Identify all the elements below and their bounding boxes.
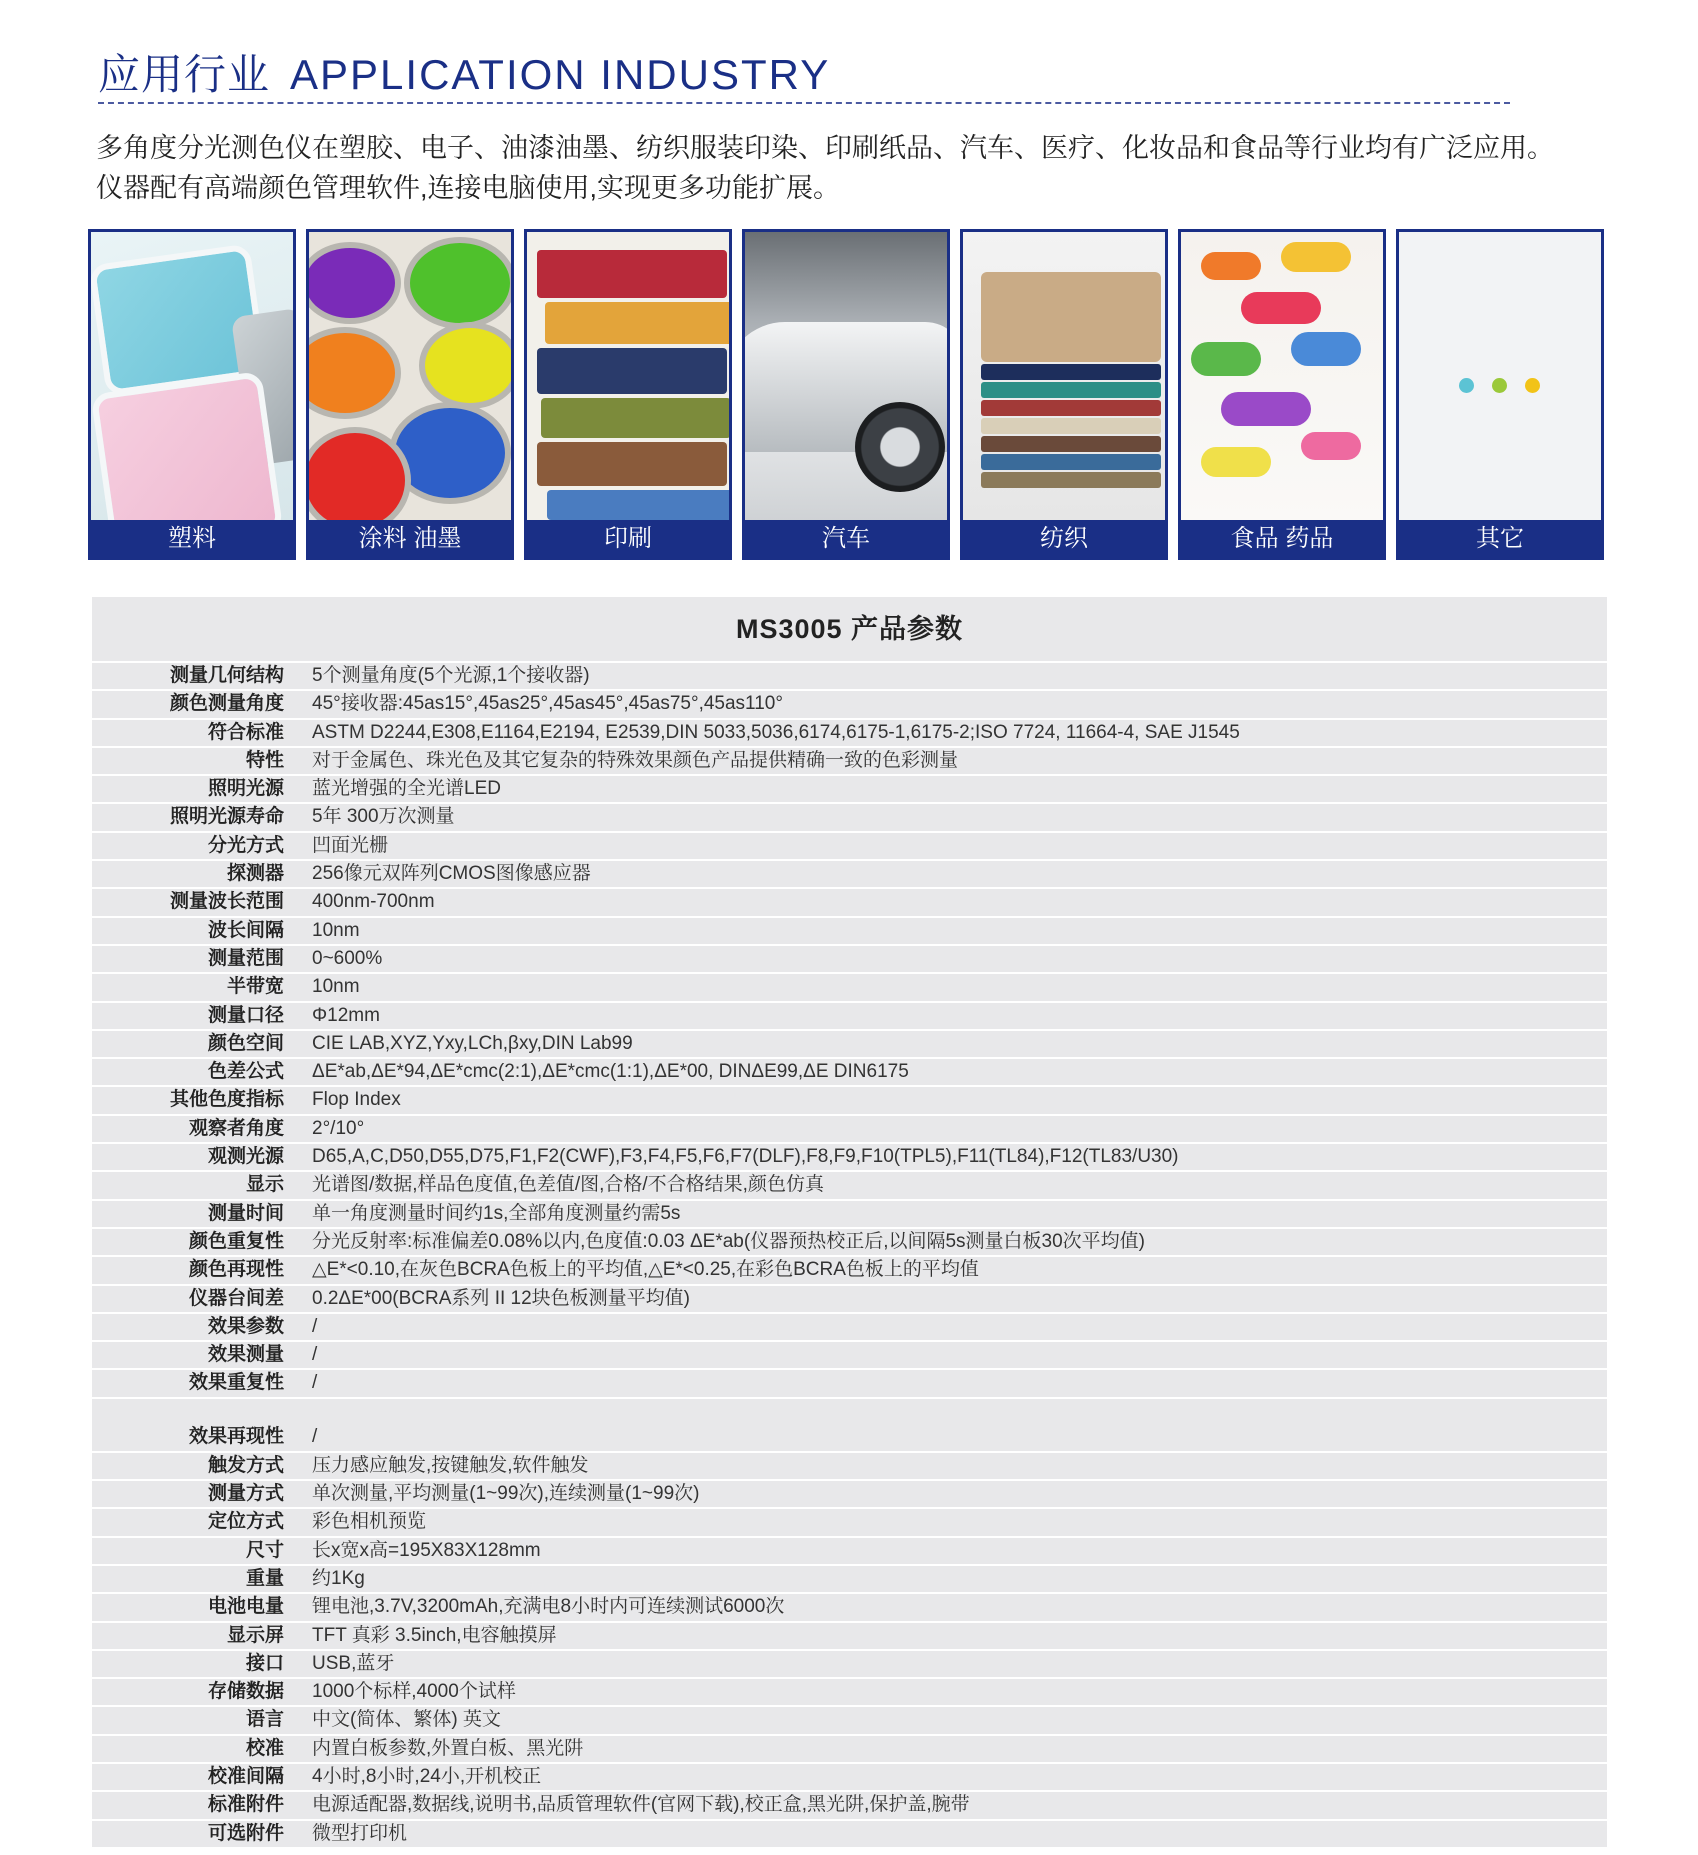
pills-image: [1181, 232, 1383, 520]
spec-key: 测量波长范围: [169, 891, 284, 913]
table-row: [92, 1819, 1607, 1847]
spec-key: 尺寸: [245, 1539, 284, 1561]
spec-value: /: [312, 1315, 318, 1337]
folded-fabric-image: [963, 232, 1165, 520]
spec-value: 4小时,8小时,24小,开机校正: [312, 1765, 542, 1787]
spec-key: 色差公式: [207, 1061, 284, 1083]
table-row: [92, 944, 1607, 972]
spec-value: 10nm: [312, 919, 360, 941]
spec-value: 45°接收器:45as15°,45as25°,45as45°,45as75°,45as110°: [312, 693, 783, 715]
spec-table-title: MS3005 产品参数: [735, 614, 964, 644]
table-row: [92, 1592, 1607, 1620]
industry-card-auto: [742, 229, 950, 560]
industry-label: 食品 药品: [1230, 525, 1334, 552]
spec-value: Φ12mm: [312, 1004, 380, 1026]
spec-value: 0.2ΔE*00(BCRA系列 II 12块色板测量平均值): [312, 1287, 690, 1309]
dots-icon: [1399, 232, 1601, 520]
industry-label: 其它: [1476, 525, 1524, 552]
intro-line-2: 仪器配有高端颜色管理软件,连接电脑使用,实现更多功能扩展。: [96, 173, 841, 203]
spec-value: 彩色相机预览: [312, 1511, 427, 1533]
table-row: [92, 746, 1607, 774]
spec-value: ΔE*ab,ΔE*94,ΔE*cmc(2:1),ΔE*cmc(1:1),ΔE*00, DINΔE99,ΔE DIN6175: [312, 1061, 909, 1083]
spec-key: 半带宽: [226, 976, 284, 998]
spec-value: 10nm: [312, 976, 360, 998]
table-row: [92, 718, 1607, 746]
table-row: [92, 831, 1607, 859]
spec-value: 5个测量角度(5个光源,1个接收器): [312, 665, 590, 686]
industry-card-printing: [524, 229, 732, 560]
spec-value: 256像元双阵列CMOS图像感应器: [312, 863, 591, 885]
spec-table-body: [92, 661, 1607, 1847]
spec-key: 测量范围: [207, 947, 284, 969]
spec-key: 效果重复性: [188, 1372, 284, 1394]
industry-label: 印刷: [604, 525, 652, 552]
spec-value: ASTM D2244,E308,E1164,E2194, E2539,DIN 5033,5036,6174,6175-1,6175-2;ISO 7724, 11664-4, SAE J1545: [312, 721, 1240, 743]
table-row: [92, 1340, 1607, 1368]
industry-card-paint: [306, 229, 514, 560]
page-title: [98, 42, 830, 102]
spec-value: 5年 300万次测量: [312, 806, 455, 828]
spec-table: [92, 597, 1607, 1847]
spec-value: 电源适配器,数据线,说明书,品质管理软件(官网下载),校正盒,黑光阱,保护盖,腕带: [312, 1794, 970, 1816]
spec-value: 单一角度测量时间约1s,全部角度测量约需5s: [312, 1202, 681, 1224]
intro-text: [96, 128, 1656, 208]
spec-key: 照明光源寿命: [169, 806, 284, 828]
spec-value: 凹面光栅: [312, 834, 389, 856]
spec-key: 测量方式: [207, 1483, 284, 1505]
table-row: [92, 1312, 1607, 1340]
spec-key: 符合标准: [207, 721, 284, 743]
table-row: [92, 1114, 1607, 1142]
table-row: [92, 1284, 1607, 1312]
spec-key: 测量时间: [207, 1202, 284, 1224]
spec-key: 照明光源: [207, 778, 284, 800]
spec-key: 波长间隔: [207, 919, 284, 941]
table-row: [92, 1507, 1607, 1535]
spec-value: 2°/10°: [312, 1117, 365, 1139]
table-row: [92, 1368, 1607, 1396]
spec-key: 颜色重复性: [188, 1230, 284, 1252]
table-row: [92, 1085, 1607, 1113]
table-row: [92, 1564, 1607, 1592]
spec-key: 标准附件: [207, 1794, 284, 1816]
table-row: [92, 1029, 1607, 1057]
spec-key: 测量几何结构: [169, 665, 284, 686]
table-row: [92, 1536, 1607, 1564]
table-row: [92, 689, 1607, 717]
spec-key: 特性: [245, 749, 284, 771]
spec-key: 探测器: [226, 863, 284, 885]
spec-value: 锂电池,3.7V,3200mAh,充满电8小时内可连续测试6000次: [312, 1596, 785, 1618]
spec-value: 1000个标样,4000个试样: [312, 1681, 516, 1703]
table-row: [92, 1621, 1607, 1649]
spec-value: D65,A,C,D50,D55,D75,F1,F2(CWF),F3,F4,F5,F6,F7(DLF),F8,F9,F10(TPL5),F11(TL84),F12(TL83/U30): [312, 1146, 1179, 1168]
spec-value: 蓝光增强的全光谱LED: [312, 778, 501, 800]
page-title-en: APPLICATION INDUSTRY: [290, 51, 831, 98]
spec-key: 颜色测量角度: [169, 693, 284, 715]
industry-card-textile: [960, 229, 1168, 560]
spec-key: 存储数据: [207, 1681, 284, 1703]
spec-key: 颜色空间: [207, 1032, 284, 1054]
table-row: [92, 1649, 1607, 1677]
table-row: [92, 1734, 1607, 1762]
table-row: [92, 1001, 1607, 1029]
spec-value: /: [312, 1372, 318, 1394]
spec-key: 效果参数: [207, 1315, 284, 1337]
table-row: [92, 1142, 1607, 1170]
plastic-phone-cases-image: [91, 232, 293, 520]
industry-cards: [88, 229, 1604, 560]
spec-key: 触发方式: [207, 1454, 284, 1476]
spec-key: 可选附件: [207, 1822, 284, 1844]
spec-value: CIE LAB,XYZ,Yxy,LCh,βxy,DIN Lab99: [312, 1032, 633, 1054]
table-row: [92, 661, 1607, 689]
spec-value: 压力感应触发,按键触发,软件触发: [312, 1454, 589, 1476]
spec-value: 400nm-700nm: [312, 891, 435, 913]
spec-value: △E*<0.10,在灰色BCRA色板上的平均值,△E*<0.25,在彩色BCRA色板上的平均值: [312, 1259, 979, 1281]
spec-value: 内置白板参数,外置白板、黑光阱: [312, 1737, 584, 1759]
table-row: [92, 916, 1607, 944]
spec-value: 分光反射率:标准偏差0.08%以内,色度值:0.03 ΔE*ab(仪器预热校正后,以间隔5s测量白板30次平均值): [312, 1230, 1145, 1252]
spec-value: 微型打印机: [312, 1822, 408, 1844]
table-row: [92, 1170, 1607, 1198]
table-row: [92, 1255, 1607, 1283]
spec-key: 仪器台间差: [188, 1287, 284, 1309]
spec-key: 重量: [245, 1567, 284, 1589]
intro-line-1: 多角度分光测色仪在塑胶、电子、油漆油墨、纺织服装印染、印刷纸品、汽车、医疗、化妆品和食品等行业均有广泛应用。: [96, 133, 1554, 163]
spec-key: 显示: [245, 1174, 284, 1196]
industry-label: 纺织: [1040, 525, 1088, 552]
spec-value: 长x宽x高=195X83X128mm: [312, 1539, 541, 1561]
table-row: [92, 802, 1607, 830]
table-row: [92, 1677, 1607, 1705]
spec-key: 显示屏: [226, 1624, 284, 1646]
spec-key: 效果测量: [207, 1344, 284, 1366]
paint-cans-image: [309, 232, 511, 520]
spec-key: 电池电量: [207, 1596, 284, 1618]
spec-key: 颜色再现性: [188, 1259, 284, 1281]
industry-card-food-pharma: [1178, 229, 1386, 560]
spec-value: 中文(简体、繁体) 英文: [312, 1709, 501, 1731]
industry-card-other: [1396, 229, 1604, 560]
spec-value: 对于金属色、珠光色及其它复杂的特殊效果颜色产品提供精确一致的色彩测量: [312, 749, 959, 771]
spec-key: 观测光源: [207, 1146, 284, 1168]
spec-value: /: [312, 1344, 318, 1366]
table-row: [92, 1762, 1607, 1790]
spec-value: 约1Kg: [312, 1567, 365, 1589]
industry-card-plastic: [88, 229, 296, 560]
table-row: [92, 774, 1607, 802]
spec-value: USB,蓝牙: [312, 1652, 395, 1674]
table-row: [92, 859, 1607, 887]
table-row: [92, 1397, 1607, 1451]
title-divider: [98, 102, 1510, 104]
table-row: [92, 1199, 1607, 1227]
spec-key: 校准: [245, 1737, 284, 1759]
spec-key: 观察者角度: [188, 1117, 284, 1139]
table-row: [92, 1451, 1607, 1479]
industry-label: 塑料: [168, 525, 216, 552]
spec-value: 0~600%: [312, 947, 383, 969]
spec-key: 其他色度指标: [169, 1089, 284, 1111]
table-row: [92, 972, 1607, 1000]
spec-key: 分光方式: [207, 834, 284, 856]
industry-label: 涂料 油墨: [358, 525, 462, 552]
spec-key: 接口: [245, 1652, 284, 1674]
spec-key: 语言: [245, 1709, 284, 1731]
industry-label: 汽车: [822, 525, 870, 552]
table-row: [92, 887, 1607, 915]
spec-value: TFT 真彩 3.5inch,电容触摸屏: [312, 1624, 557, 1646]
table-row: [92, 1790, 1607, 1818]
spec-key: 效果再现性: [188, 1426, 284, 1448]
spec-value: 光谱图/数据,样品色度值,色差值/图,合格/不合格结果,颜色仿真: [312, 1174, 824, 1196]
table-row: [92, 1479, 1607, 1507]
page-title-cn: 应用行业: [98, 51, 271, 98]
spec-value: /: [312, 1426, 318, 1448]
table-row: [92, 1227, 1607, 1255]
spec-key: 定位方式: [207, 1511, 284, 1533]
spec-key: 测量口径: [207, 1004, 284, 1026]
spec-value: Flop Index: [312, 1089, 401, 1111]
car-image: [745, 232, 947, 520]
table-row: [92, 1057, 1607, 1085]
table-row: [92, 1705, 1607, 1733]
spec-key: 校准间隔: [207, 1765, 284, 1787]
books-image: [527, 232, 729, 520]
spec-value: 单次测量,平均测量(1~99次),连续测量(1~99次): [312, 1483, 700, 1505]
